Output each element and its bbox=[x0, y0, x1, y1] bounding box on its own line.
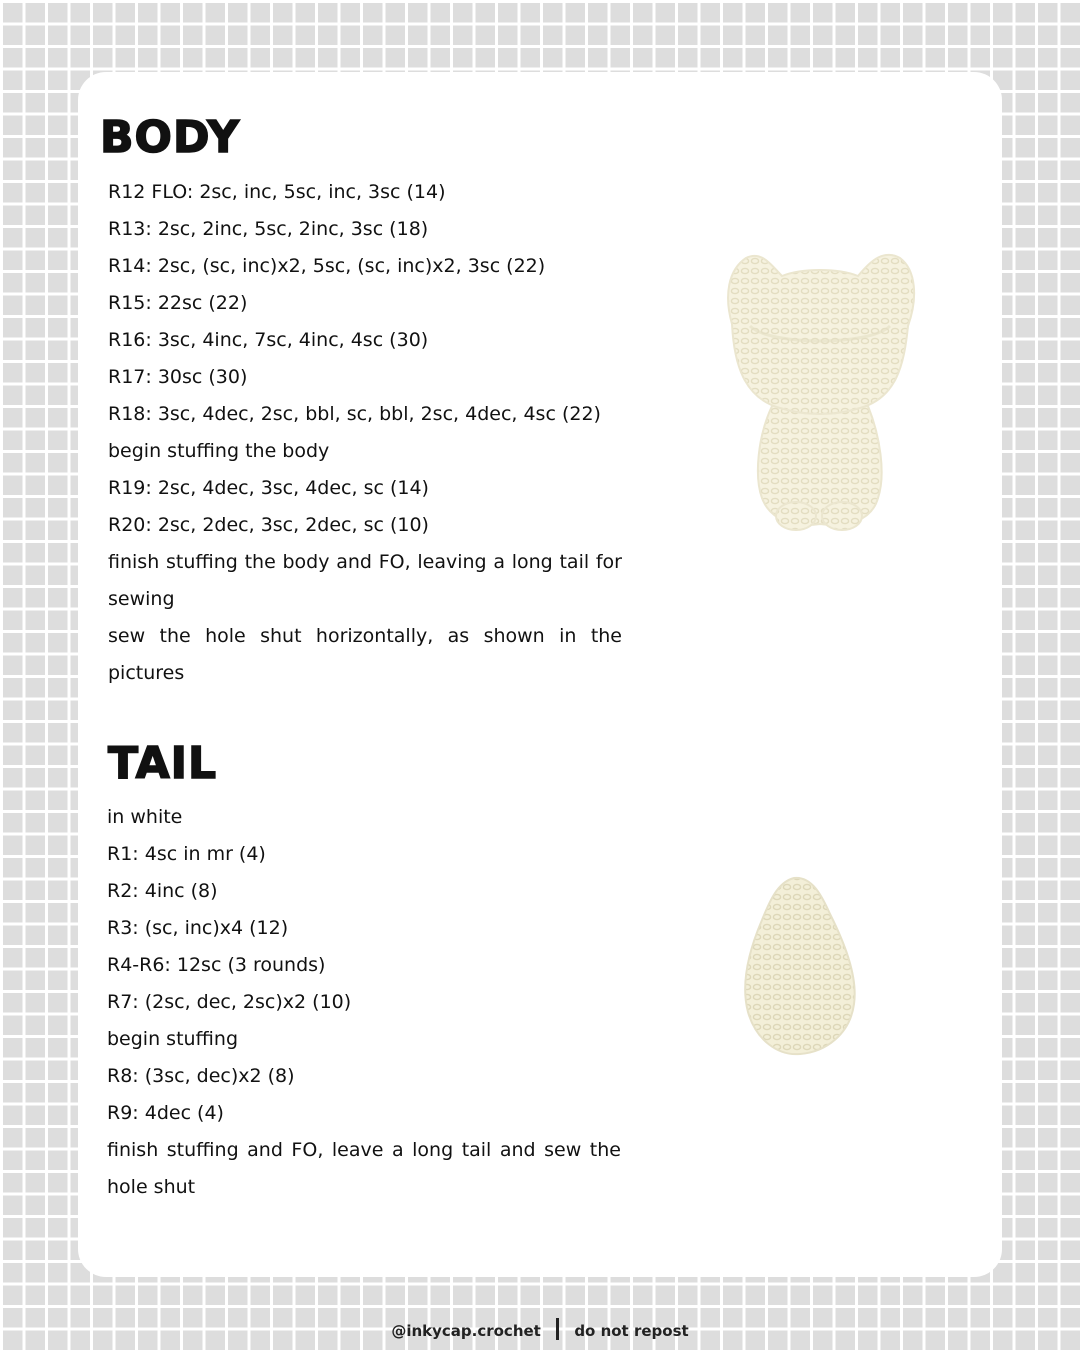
instruction-line: R20: 2sc, 2dec, 3sc, 2dec, sc (10) bbox=[108, 514, 429, 536]
instruction-line: R4-R6: 12sc (3 rounds) bbox=[107, 954, 326, 976]
author-handle: @inkycap.crochet bbox=[391, 1322, 541, 1340]
tail-instructions bbox=[107, 799, 621, 1206]
instruction-line: begin stuffing bbox=[107, 1028, 239, 1050]
footer bbox=[0, 1318, 1080, 1340]
crochet-body-photo bbox=[710, 236, 930, 536]
instruction-line: R18: 3sc, 4dec, 2sc, bbl, sc, bbl, 2sc, 4dec, 4sc (22) bbox=[108, 403, 601, 425]
instruction-line: sew the hole shut horizontally, as shown in the pictures bbox=[108, 625, 622, 684]
instruction-line: R15: 22sc (22) bbox=[108, 292, 248, 314]
instruction-line: R13: 2sc, 2inc, 5sc, 2inc, 3sc (18) bbox=[108, 218, 429, 240]
instruction-line: R2: 4inc (8) bbox=[107, 880, 218, 902]
instruction-line: begin stuffing the body bbox=[108, 440, 330, 462]
instruction-line: R14: 2sc, (sc, inc)x2, 5sc, (sc, inc)x2, 3sc (22) bbox=[108, 255, 546, 277]
footer-divider bbox=[556, 1318, 559, 1340]
instruction-line: R12 FLO: 2sc, inc, 5sc, inc, 3sc (14) bbox=[108, 181, 446, 203]
instruction-line: in white bbox=[107, 806, 183, 828]
instruction-line: R1: 4sc in mr (4) bbox=[107, 843, 266, 865]
pattern-card bbox=[78, 72, 1002, 1277]
instruction-line: R3: (sc, inc)x4 (12) bbox=[107, 917, 289, 939]
instruction-line: R17: 30sc (30) bbox=[108, 366, 248, 388]
body-instructions bbox=[108, 174, 622, 692]
instruction-line: R19: 2sc, 4dec, 3sc, 4dec, sc (14) bbox=[108, 477, 429, 499]
instruction-line: R9: 4dec (4) bbox=[107, 1102, 224, 1124]
body-heading: BODY bbox=[100, 112, 241, 163]
instruction-line: finish stuffing and FO, leave a long tail and sew the hole shut bbox=[107, 1139, 621, 1198]
crochet-tail-photo bbox=[732, 872, 862, 1062]
tail-heading: TAIL bbox=[108, 738, 218, 789]
repost-notice: do not repost bbox=[574, 1322, 689, 1340]
instruction-line: R16: 3sc, 4inc, 7sc, 4inc, 4sc (30) bbox=[108, 329, 429, 351]
instruction-line: finish stuffing the body and FO, leaving a long tail for sewing bbox=[108, 551, 622, 610]
instruction-line: R8: (3sc, dec)x2 (8) bbox=[107, 1065, 295, 1087]
instruction-line: R7: (2sc, dec, 2sc)x2 (10) bbox=[107, 991, 352, 1013]
